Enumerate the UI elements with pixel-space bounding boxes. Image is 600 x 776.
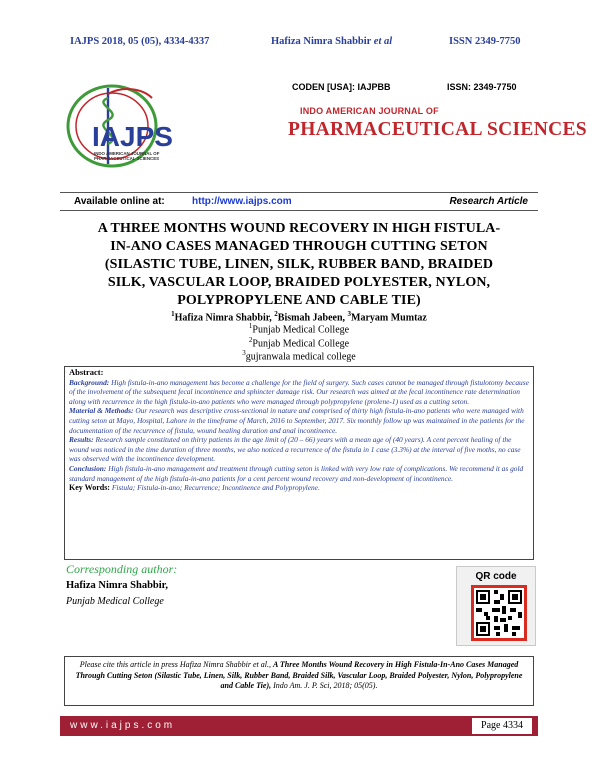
title-line: (SILASTIC TUBE, LINEN, SILK, RUBBER BAND, BRAIDED (104, 257, 494, 272)
availability-bar (60, 192, 538, 211)
keywords-text: Fistula; Fistula-in-ano; Recurrence; Incontinence and Polypropylene. (111, 483, 320, 493)
page-number: Page 4334 (472, 718, 532, 734)
author-name: Bismah Jabeen, (277, 312, 346, 324)
abstract-conclusion (69, 464, 529, 483)
svg-text:PHARMACEUTICAL SCIENCES: PHARMACEUTICAL SCIENCES (94, 156, 160, 161)
footer-bar (60, 716, 538, 736)
title-line: IN-ANO CASES MANAGED THROUGH CUTTING SETON (110, 239, 488, 254)
affiliation-sup: 1 (248, 322, 253, 330)
keywords (69, 483, 529, 493)
affiliation-sup: 2 (248, 336, 253, 344)
journal-title: PHARMACEUTICAL SCIENCES (288, 119, 587, 140)
results-label: Results: (69, 435, 94, 445)
corresponding-affiliation: Punjab Medical College (66, 596, 164, 607)
abstract-background (69, 378, 529, 407)
author-sup: 1 (171, 310, 175, 318)
qr-label: QR code (475, 571, 517, 582)
iajps-logo (62, 82, 194, 172)
abstract-methods (69, 406, 529, 435)
affiliation (60, 349, 538, 362)
background-text: High fistula-in-ano management has become a challenge for the field of surgery. Such cases cannot be managed through fistulotomy because of the involvement of the subsequent fecal incontinence and sphincter damage risk. Our research was aimed at the fecal incontinence rate determination along with recurrence in the high fistula-in-ano patients who were managed through polypropylene (prolene-1) used as a cutting seton. (69, 377, 529, 406)
coden: CODEN [USA]: IAJPBB (292, 82, 391, 92)
abstract-heading: Abstract: (69, 367, 104, 377)
author-sup: 2 (274, 310, 278, 318)
corresponding-heading: Corresponding author: (66, 562, 178, 576)
affiliation-name: Punjab Medical College (252, 338, 350, 350)
conclusion-text: High fistula-in-ano management and treatment through cutting seton is linked with very low rate of complications. We recommend it as gold standard management of the high fistula-in-ano patients for a cent percent wound recovery and non-development of incontinence. (69, 463, 524, 483)
affiliation (60, 336, 538, 349)
keywords-label: Key Words: (69, 483, 110, 493)
methods-text: Our research was descriptive cross-sectional in nature and comprised of thirty high fistula-in-ano patients who were managed with cutting seton at Mayo, Hospital, Lahore in the timeframe of March, 2016 to September, 2017. Six monthly follow up was maintained in the patients for the documentation of the recurrence of fistula, wound healing duration and anal incontinence. (69, 406, 525, 435)
abstract-results (69, 435, 529, 464)
title-line: SILK, VASCULAR LOOP, BRAIDED POLYESTER, NYLON, (107, 275, 491, 290)
qr-code[interactable] (471, 585, 527, 641)
affiliation (60, 322, 538, 335)
affiliation-sup: 3 (242, 349, 246, 357)
author-sup: 3 (347, 310, 352, 318)
affiliation-name: gujranwala medical college (245, 351, 356, 363)
background-label: Background: (69, 377, 110, 387)
methods-label: Material & Methods: (69, 406, 134, 416)
svg-text:INDO AMERICAN JOURNAL OF: INDO AMERICAN JOURNAL OF (94, 151, 160, 156)
author-name: Maryam Mumtaz (351, 312, 427, 324)
masthead (60, 74, 587, 191)
corresponding-name: Hafiza Nimra Shabbir, (66, 580, 168, 591)
article-title (60, 220, 538, 310)
header-author-name: Hafiza Nimra Shabbir (271, 36, 372, 47)
article-type: Research Article (449, 196, 528, 207)
citation-title: A Three Months Wound Recovery in High Fistula-In-Ano Cases Managed Through Cutting Seton (Silastic Tube, Linen, Silk, Rubber Band, Braided Silk, Vascular Loop, Braided Polyester, Nylon, Polypropylene and Cable Tie), (75, 660, 523, 690)
logo-text: IAJPS (92, 121, 173, 152)
affiliation-name: Punjab Medical College (252, 324, 350, 336)
header-author (271, 36, 392, 47)
masthead-issn: ISSN: 2349-7750 (447, 82, 517, 92)
conclusion-label: Conclusion: (69, 463, 107, 473)
journal-url-link[interactable]: http://www.iajps.com (192, 196, 292, 207)
header-author-suffix: et al (373, 36, 393, 47)
running-header (0, 36, 600, 56)
citation-suffix: Indo Am. J. P. Sci, 2018; 05(05). (273, 681, 378, 690)
citation-box (64, 656, 534, 706)
footer-site-link[interactable]: www.iajps.com (70, 720, 176, 731)
author-name: Hafiza Nimra Shabbir, (174, 312, 272, 324)
title-line: POLYPROPYLENE AND CABLE TIE) (177, 293, 421, 308)
header-issn: ISSN 2349-7750 (449, 36, 521, 47)
journal-citation: IAJPS 2018, 05 (05), 4334-4337 (70, 36, 210, 47)
results-text: Research sample constituted on thirty patients in the age limit of (20 – 66) years with a mean age of (40 years). A cent percent healing of the wound was noticed in the time duration of three months, we also noticed a recurrence of the fistula in 1 case (3.3%) at the interval of five moths, no case was observed with the incontinence development. (69, 435, 521, 464)
citation-prefix: Please cite this article in press Hafiza Nimra Shabbir et al., (79, 660, 271, 669)
qr-code-box (456, 566, 536, 646)
qr-code-icon (474, 588, 524, 638)
title-line: A THREE MONTHS WOUND RECOVERY IN HIGH FISTULA- (97, 221, 501, 236)
journal-subtitle: INDO AMERICAN JOURNAL OF (300, 106, 439, 116)
abstract-box (64, 366, 534, 560)
availability-label: Available online at: (74, 196, 165, 207)
